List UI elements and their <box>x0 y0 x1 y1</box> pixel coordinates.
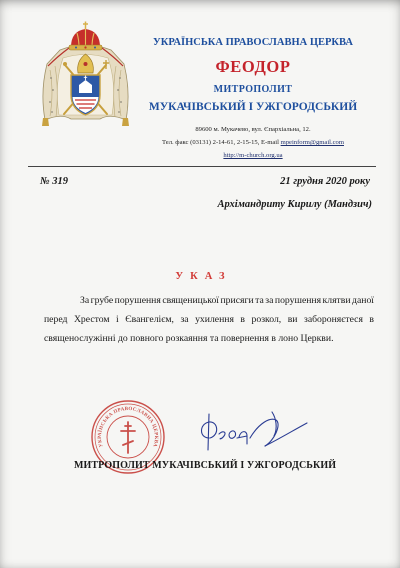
email-link[interactable]: mpeinform@gmail.com <box>280 139 344 146</box>
postal-address: 89600 м. Мукачево, вул. Єпархіальна, 12. <box>195 126 311 133</box>
church-name: УКРАЇНСЬКА ПРАВОСЛАВНА ЦЕРКВА <box>153 37 353 48</box>
letterhead-divider <box>28 166 376 167</box>
body-line-text: За грубе порушення священицької присяги та за порушення клятви даної <box>80 295 374 306</box>
handwritten-signature <box>195 408 310 460</box>
decree-date: 21 грудня 2020 року <box>280 176 370 187</box>
body-line <box>80 296 374 306</box>
addressee: Архімандриту Кирилу (Мандзич) <box>217 199 372 210</box>
body-line-text: перед Хрестом і Євангелієм, за ухилення в розкол, ви забороняєтеся в <box>44 314 374 325</box>
phone-fax: Тел. факс (03131) 2-14-61, 2-15-15, E-mail <box>162 139 279 146</box>
crown-icon <box>69 22 102 51</box>
eparchy-title: МУКАЧІВСЬКИЙ І УЖГОРОДСЬКИЙ <box>148 101 358 113</box>
orthodox-cross-icon <box>121 422 135 453</box>
seal-ring-text: УКРАЇНСЬКА ПРАВОСЛАВНА ЦЕРКВА <box>97 406 159 448</box>
body-line <box>44 315 374 325</box>
church-seal-icon <box>89 398 167 476</box>
signature-title: МИТРОПОЛИТ МУКАЧІВСЬКИЙ І УЖГОРОДСЬКИЙ <box>74 460 337 471</box>
metropolitan-rank: МИТРОПОЛИТ <box>213 84 293 95</box>
body-line <box>44 334 374 344</box>
decree-number: № 319 <box>40 176 68 187</box>
body-line-text: священослужінні до повного розкаяння та повернення в лоно Церкви. <box>44 333 334 344</box>
shield <box>71 75 100 115</box>
contact-line <box>140 140 366 147</box>
metropolitan-name: ФЕОДОР <box>215 57 291 76</box>
website-link[interactable]: http://m-church.org.ua <box>223 152 283 159</box>
decree-title: УКАЗ <box>175 271 232 282</box>
website-line <box>140 153 366 160</box>
coat-of-arms-icon <box>38 20 133 128</box>
